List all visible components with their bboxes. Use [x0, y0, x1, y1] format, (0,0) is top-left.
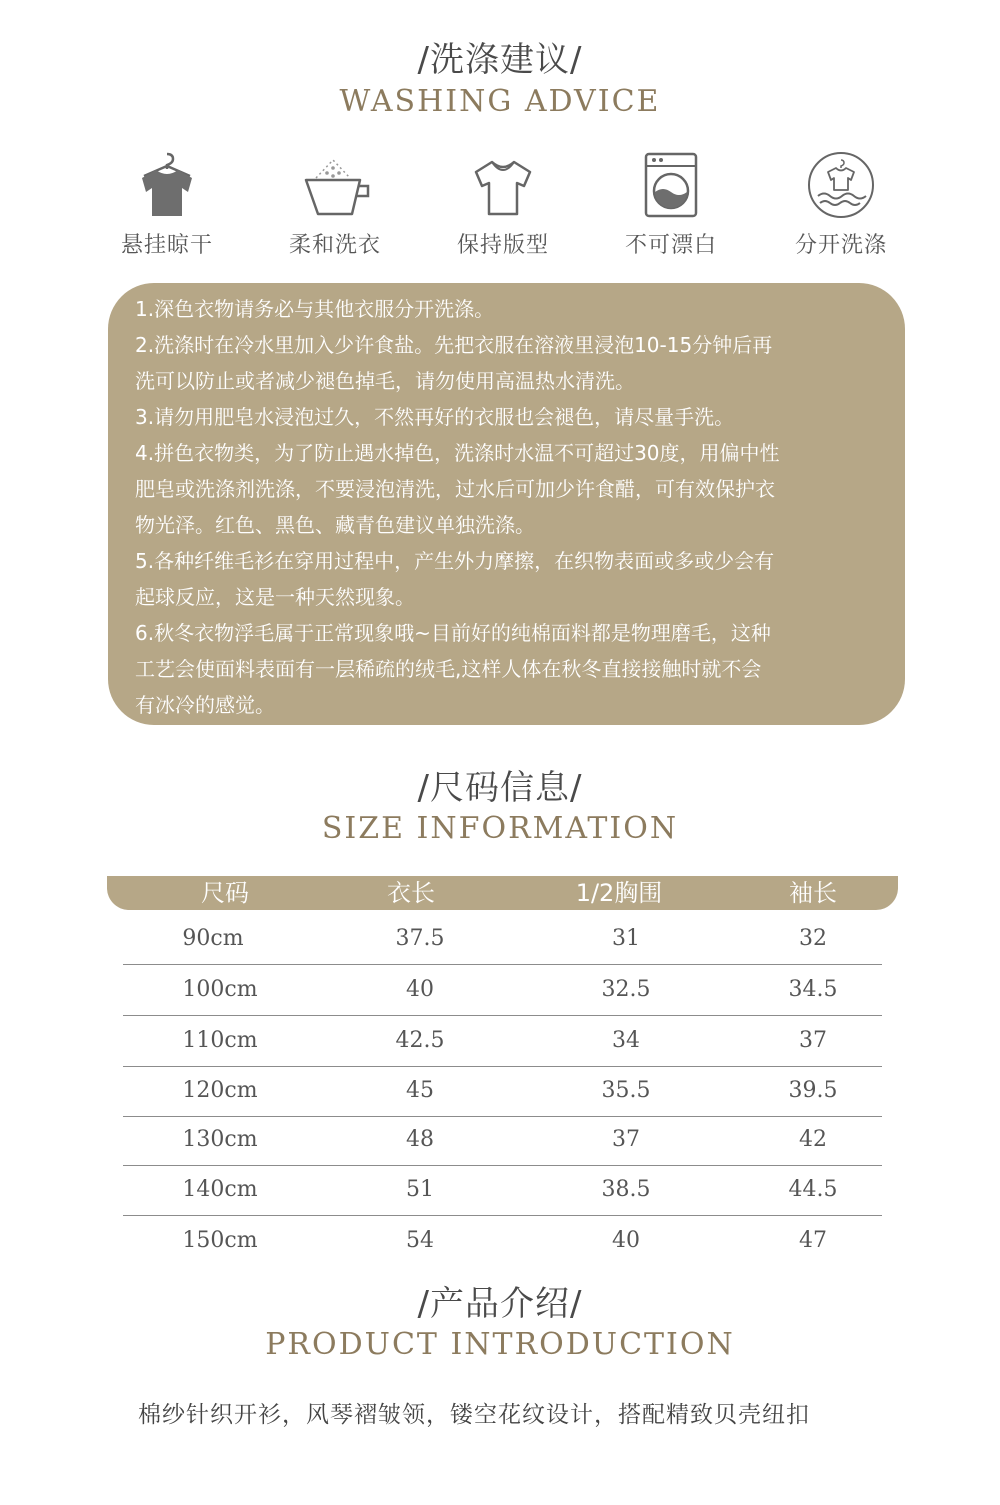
- header-size: 尺码: [201, 879, 249, 907]
- size-table-header: [107, 876, 898, 910]
- product-title-cn: /产品介绍/: [417, 1284, 583, 1324]
- cell-size: 110cm: [182, 1028, 258, 1053]
- care-label: 不可漂白: [624, 233, 717, 258]
- separate-wash-icon: [771, 150, 911, 220]
- care-icons: [0, 150, 1000, 270]
- table-row: [123, 1016, 882, 1067]
- care-item-hang-dry: [97, 150, 237, 259]
- advice-line: 3.请勿用肥皂水浸泡过久，不然再好的衣服也会褪色，请尽量手洗。: [135, 405, 735, 429]
- advice-line: 有冰冷的感觉。: [135, 693, 275, 717]
- care-label: 柔和洗衣: [288, 233, 381, 258]
- advice-line: 5.各种纤维毛衫在穿用过程中，产生外力摩擦，在织物表面或多或少会有: [135, 549, 775, 573]
- product-description: 棉纱针织开衫，风琴褶皱领，镂空花纹设计，搭配精致贝壳纽扣: [138, 1402, 810, 1428]
- cell-size: 140cm: [182, 1177, 258, 1202]
- cell-size: 120cm: [182, 1078, 258, 1103]
- advice-line: 起球反应，这是一种天然现象。: [135, 585, 415, 609]
- cell-size: 100cm: [182, 977, 258, 1002]
- cell-sleeve: 39.5: [788, 1078, 838, 1103]
- cell-length: 51: [406, 1177, 434, 1202]
- care-label: 悬挂晾干: [120, 233, 213, 258]
- cell-length: 37.5: [395, 926, 445, 951]
- cell-half-chest: 37: [612, 1127, 640, 1152]
- cell-half-chest: 40: [612, 1228, 640, 1253]
- advice-line: 4.拼色衣物类，为了防止遇水掉色，洗涤时水温不可超过30度，用偏中性: [135, 441, 780, 465]
- cell-sleeve: 34.5: [788, 977, 838, 1002]
- cell-length: 48: [406, 1127, 434, 1152]
- table-row: [123, 1115, 882, 1166]
- cell-sleeve: 37: [799, 1028, 827, 1053]
- care-item-no-bleach: [601, 150, 741, 259]
- size-title-cn: /尺码信息/: [417, 768, 583, 808]
- care-label: 保持版型: [456, 233, 549, 258]
- shirt-outline-icon: [433, 150, 573, 220]
- cell-length: 42.5: [395, 1028, 445, 1053]
- table-row: [123, 914, 882, 965]
- care-item-separate-wash: [771, 150, 911, 259]
- advice-line: 2.洗涤时在冷水里加入少许食盐。先把衣服在溶液里浸泡10-15分钟后再: [135, 333, 773, 357]
- product-title-en: PRODUCT INTRODUCTION: [265, 1327, 735, 1362]
- cell-size: 90cm: [182, 926, 244, 951]
- cell-sleeve: 42: [799, 1127, 827, 1152]
- cell-half-chest: 31: [612, 926, 640, 951]
- advice-line: 肥皂或洗涤剂洗涤，不要浸泡清洗，过水后可加少许食醋，可有效保护衣: [135, 477, 775, 501]
- cell-size: 130cm: [182, 1127, 258, 1152]
- cell-length: 54: [406, 1228, 434, 1253]
- advice-line: 物光泽。红色、黑色、藏青色建议单独洗涤。: [135, 513, 535, 537]
- table-row: [123, 1066, 882, 1117]
- header-sleeve: 袖长: [789, 879, 837, 907]
- washing-title-en: WASHING ADVICE: [339, 84, 661, 119]
- cell-length: 45: [406, 1078, 434, 1103]
- header-half-chest: 1/2胸围: [575, 879, 663, 907]
- table-row: [123, 1216, 882, 1266]
- cell-sleeve: 47: [799, 1228, 827, 1253]
- cell-half-chest: 38.5: [601, 1177, 651, 1202]
- advice-line: 6.秋冬衣物浮毛属于正常现象哦~目前好的纯棉面料都是物理磨毛，这种: [135, 621, 771, 645]
- detergent-scoop-icon: [265, 150, 405, 220]
- advice-line: 洗可以防止或者减少褪色掉毛，请勿使用高温热水清洗。: [135, 369, 635, 393]
- cell-half-chest: 34: [612, 1028, 640, 1053]
- size-title-en: SIZE INFORMATION: [321, 811, 679, 846]
- care-item-gentle-wash: [265, 150, 405, 259]
- washing-machine-icon: [601, 150, 741, 220]
- washing-title-cn: /洗涤建议/: [417, 40, 583, 80]
- cell-length: 40: [406, 977, 434, 1002]
- advice-line: 1.深色衣物请务必与其他衣服分开洗涤。: [135, 297, 495, 321]
- cell-sleeve: 44.5: [788, 1177, 838, 1202]
- washing-advice-box: [108, 283, 905, 725]
- advice-line: 工艺会使面料表面有一层稀疏的绒毛,这样人体在秋冬直接接触时就不会: [135, 657, 762, 681]
- hanger-shirt-icon: [97, 150, 237, 220]
- cell-sleeve: 32: [799, 926, 827, 951]
- header-length: 衣长: [387, 879, 435, 907]
- cell-half-chest: 35.5: [601, 1078, 651, 1103]
- table-row: [123, 1165, 882, 1216]
- cell-size: 150cm: [182, 1228, 258, 1253]
- table-row: [123, 965, 882, 1016]
- care-item-keep-shape: [433, 150, 573, 259]
- care-label: 分开洗涤: [794, 233, 887, 258]
- cell-half-chest: 32.5: [601, 977, 651, 1002]
